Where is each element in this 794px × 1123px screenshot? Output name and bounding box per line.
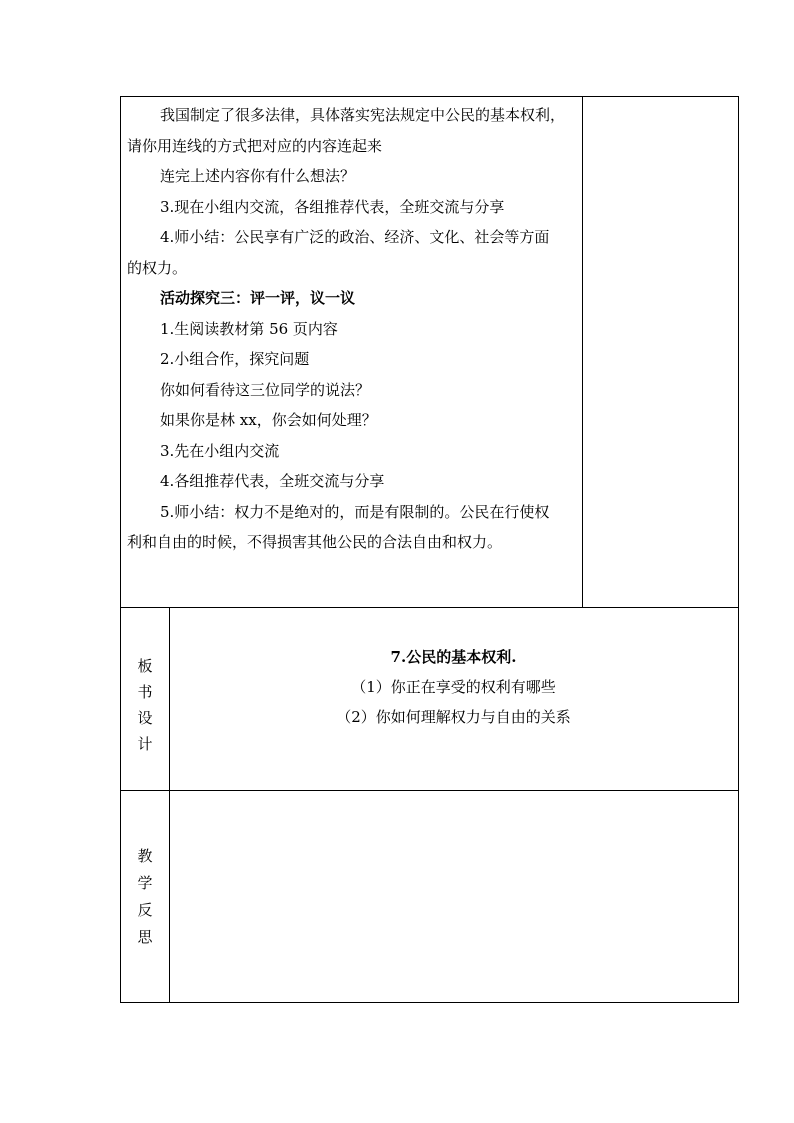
reflection-label <box>121 843 169 951</box>
activity-line: 1.生阅读教材第 56 页内容 <box>160 319 338 338</box>
activity-line: 3.现在小组内交流，各组推荐代表，全班交流与分享 <box>160 197 505 216</box>
activity-line: 的权力。 <box>127 258 188 277</box>
reflection-label-char: 思 <box>137 928 153 946</box>
activity-line: 你如何看待这三位同学的说法？ <box>160 380 371 399</box>
reflection-label-char: 教 <box>137 847 153 865</box>
reflection-content[interactable] <box>170 791 738 1002</box>
activity-line: 4.各组推荐代表，全班交流与分享 <box>160 472 385 490</box>
activity-line: 2.小组合作，探究问题 <box>160 350 310 368</box>
lesson-plan-table <box>120 96 739 1003</box>
board-label-char: 设 <box>137 709 153 727</box>
board-label-char: 书 <box>137 683 153 701</box>
activity-line: 如果你是林 xx，你会如何处理？ <box>160 411 377 429</box>
board-item: （1）你正在享受的权利有哪些 <box>351 678 556 696</box>
board-label-char: 板 <box>137 657 153 675</box>
activity-cell <box>121 100 581 558</box>
reflection-label-char: 反 <box>137 901 153 919</box>
activity-line: 5.师小结：权力不是绝对的，而是有限制的。公民在行使权 <box>160 502 550 521</box>
activity-line: 利和自由的时候，不得损害其他公民的合法自由和权力。 <box>127 533 503 551</box>
col-divider-top <box>582 97 583 607</box>
board-item: （2）你如何理解权力与自由的关系 <box>336 708 571 726</box>
activity-line: 连完上述内容你有什么想法？ <box>160 167 356 185</box>
row-divider-1 <box>121 607 738 608</box>
reflection-label-char: 学 <box>137 874 153 892</box>
activity-heading: 活动探究三：评一评，议一议 <box>160 289 356 307</box>
activity-line: 3.先在小组内交流 <box>160 441 280 460</box>
board-design-content <box>169 642 738 732</box>
activity-line: 请你用连线的方式把对应的内容连起来 <box>127 136 383 155</box>
board-title: 7.公民的基本权利. <box>390 648 517 666</box>
activity-line: 4.师小结：公民享有广泛的政治、经济、文化、社会等方面 <box>160 228 550 246</box>
board-design-label <box>121 653 169 757</box>
activity-line: 我国制定了很多法律，具体落实宪法规定中公民的基本权利， <box>160 106 566 124</box>
board-label-char: 计 <box>137 735 153 753</box>
